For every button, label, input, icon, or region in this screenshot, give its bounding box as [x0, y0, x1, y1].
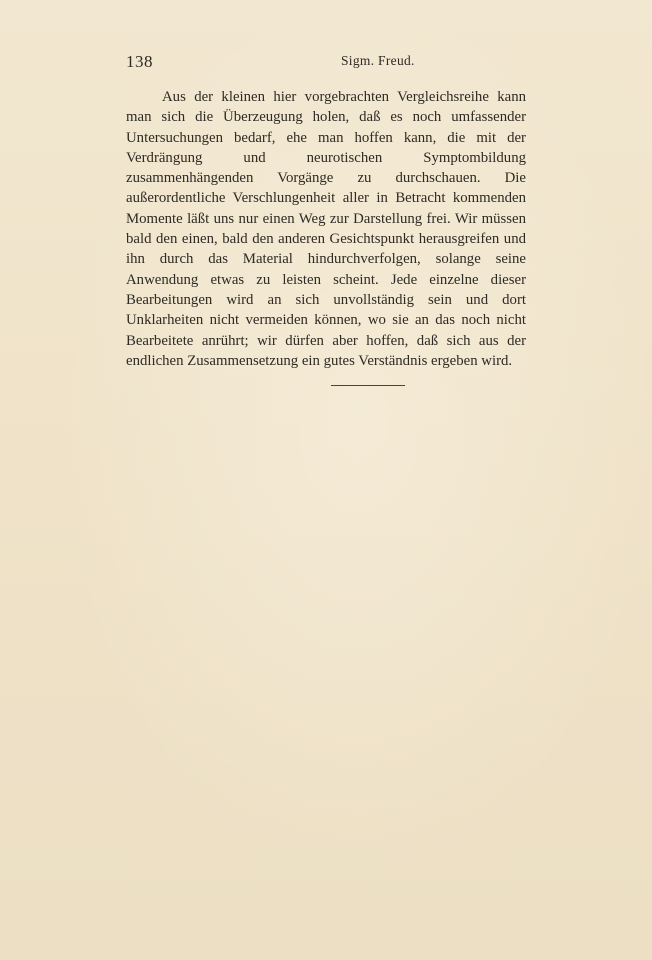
page-number: 138 [126, 52, 153, 71]
running-head: Sigm. Freud. [341, 53, 415, 68]
section-divider [331, 385, 405, 386]
page-header [126, 52, 526, 72]
body-paragraph: Aus der kleinen hier vorgebrachten Vergleichsreihe kann man sich die Überzeugung holen, daß es noch umfassender Untersuchungen bedarf, ehe man hoffen kann, die mit der Verdrängung und neurotischen Symptombildung zusammenhängenden Vorgänge zu durchschauen. Die außerordentliche Verschlungenheit aller in Betracht kommenden Momente läßt uns nur einen Weg zur Darstellung frei. Wir müssen bald den einen, bald den anderen Gesichtspunkt herausgreifen und ihn durch das Material hindurchverfolgen, solange seine Anwendung etwas zu leisten scheint. Jede einzelne dieser Bearbeitungen wird an sich unvollständig sein und dort Unklarheiten nicht vermeiden können, wo sie an das noch nicht Bearbeitete anrührt; wir dürfen aber hoffen, daß sich aus der endlichen Zusammensetzung ein gutes Verständnis ergeben wird. [126, 89, 526, 369]
